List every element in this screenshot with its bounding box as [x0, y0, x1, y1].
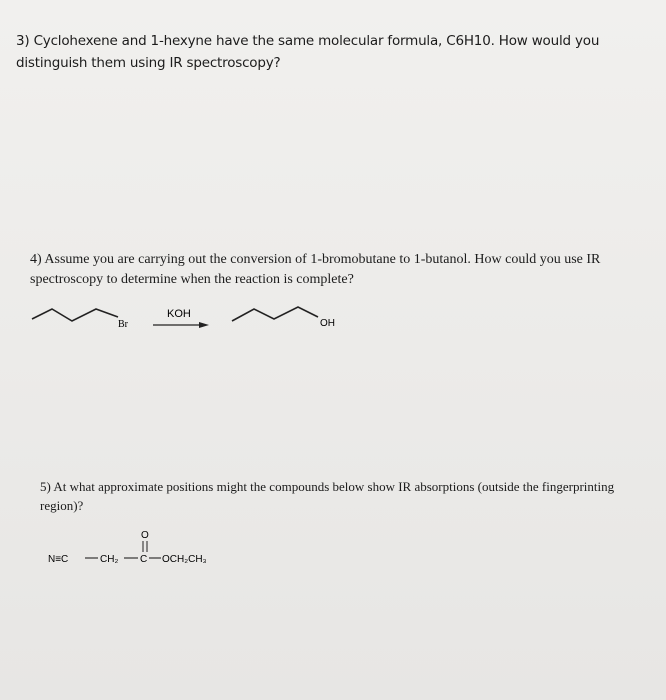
- question-5: [40, 477, 620, 515]
- ester-nitrile-structure: [0, 525, 666, 575]
- question-5-text: At what approximate positions might the compounds below show IR absorptions (outside the fingerprinting region)?: [40, 479, 615, 513]
- question-5-number: 5): [40, 479, 51, 494]
- question-3: [16, 30, 656, 74]
- nitrile-group: N≡C: [48, 554, 69, 565]
- question-4-number: 4): [30, 252, 42, 267]
- reaction-scheme: [0, 295, 666, 345]
- ethoxy-group: OCH₂CH₃: [162, 554, 207, 565]
- methylene-group: CH₂: [100, 554, 119, 565]
- question-3-number: 3): [16, 33, 30, 49]
- butanol-skeleton: [232, 307, 318, 321]
- carbonyl-carbon: C: [140, 554, 148, 565]
- bromobutane-skeleton: [32, 309, 118, 321]
- reaction-arrow-head: [199, 322, 209, 328]
- bromine-label: Br: [118, 319, 128, 330]
- question-3-text: Cyclohexene and 1-hexyne have the same molecular formula, C6H10. How would you distinguish them using IR spectroscopy?: [16, 33, 600, 71]
- reagent-label: KOH: [167, 308, 191, 320]
- question-4-text: Assume you are carrying out the conversion of 1-bromobutane to 1-butanol. How could you use IR spectroscopy to determine when the reaction is complete?: [30, 252, 601, 287]
- carbonyl-oxygen: O: [141, 530, 149, 541]
- question-4: [30, 250, 640, 290]
- hydroxyl-label: OH: [320, 318, 335, 329]
